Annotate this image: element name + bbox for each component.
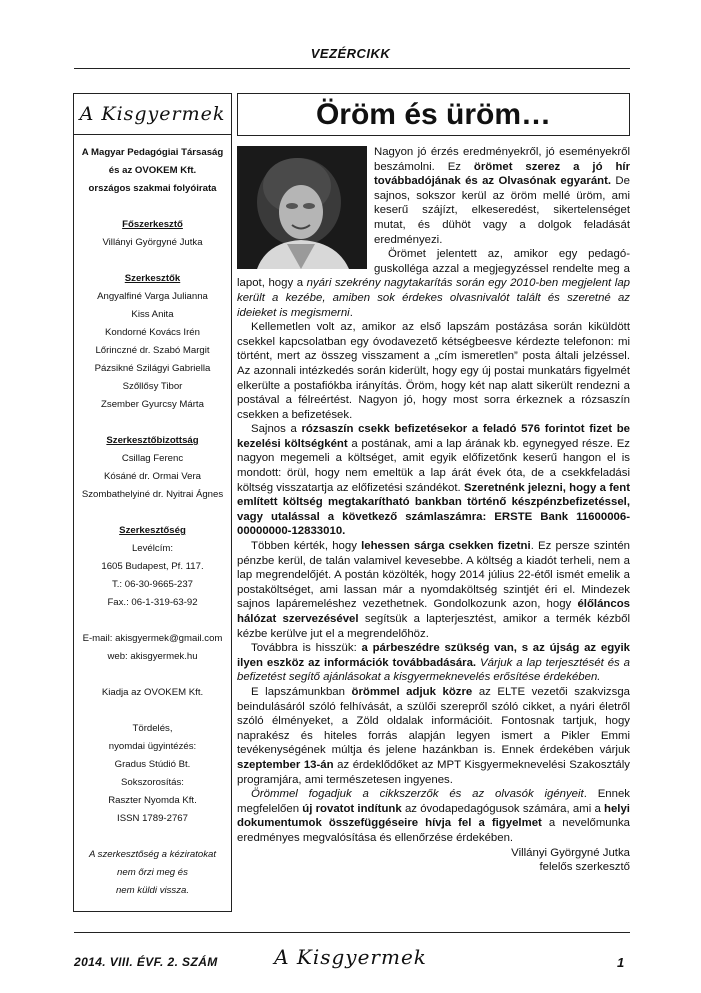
production-line: Gradus Stúdió Bt. bbox=[114, 759, 191, 770]
office-heading: Szerkesztőség bbox=[119, 525, 186, 536]
paragraph: Sajnos a rózsaszín csekk befizetésekor a feladó 576 forintot fizet be kezelési költségként a postának, ami a lap árának kb. egynegyed része. Ez nagyon megemeli a költséget, amit egyik előfizetőnk keserű hangon el is mondott: örül, hogy nem emeltük a lap árát évek óta, de a csekkfeladási költség visszatartja az előfizetési szándékot. Szeretnénk jelezni, hogy a fent említett költség megtakarítható bankban történő készpénzbefizetéssel, vagy utalással a következő számlaszámra: ERSTE Bank 11600006-00000000-12833010. bbox=[237, 423, 631, 538]
editor-in-chief-heading: Főszerkesztő bbox=[122, 219, 183, 230]
impressum-sidebar bbox=[73, 93, 232, 912]
production-line: Raszter Nyomda Kft. bbox=[108, 795, 197, 806]
editor-name: Kondorné Kovács Irén bbox=[105, 327, 200, 338]
board-member: Szombathelyiné dr. Nyitrai Ágnes bbox=[81, 489, 224, 500]
publisher-line: és az OVOKEM Kft. bbox=[108, 165, 197, 176]
editor-in-chief: Villányi Györgyné Jutka bbox=[102, 237, 203, 248]
editor-name: Szőllősy Tibor bbox=[122, 381, 183, 392]
office-line: Levélcím: bbox=[131, 543, 174, 554]
article-body bbox=[237, 145, 630, 875]
article-title: Öröm és üröm… bbox=[237, 93, 630, 136]
paragraph: Nagyon jó érzés eredményekről, jó eseményekről beszámolni. Ez örömet szerez a jó hír továbbadójának és az Olvasónak egyaránt. De sajnos, sokszor kerül az öröm mellé üröm, ami keserű szájízt, elkeseredést, sikertelenséget mutat, és dühöt vagy a dolgok feladását eredményezi. bbox=[374, 146, 631, 246]
board-member: Csillag Ferenc bbox=[121, 453, 184, 464]
publisher-line: országos szakmai folyóirata bbox=[88, 183, 217, 194]
editor-name: Pázsikné Szilágyi Gabriella bbox=[94, 363, 211, 374]
disclaimer-line: A szerkesztőség a kéziratokat bbox=[88, 849, 217, 860]
signature-name: Villányi Györgyné Jutka bbox=[511, 846, 630, 859]
footer-rule bbox=[74, 932, 630, 933]
issuer-line: Kiadja az OVOKEM Kft. bbox=[101, 687, 204, 698]
editor-name: Zsember Gyurcsy Márta bbox=[101, 399, 204, 410]
production-line: ISSN 1789-2767 bbox=[117, 813, 188, 824]
header-rule bbox=[74, 68, 630, 69]
page-number: 1 bbox=[617, 955, 625, 970]
editor-name: Lőrinczné dr. Szabó Margit bbox=[95, 345, 210, 356]
disclaimer-line: nem őrzi meg és bbox=[117, 867, 188, 878]
paragraph: E lapszámunkban örömmel adjuk közre az ELTE vezetői szakvizsga beindulásáról szóló felhívását, a szülői szerepről szóló cikket, a nyári életről szóló élményeket, a Zöld oldalak információit. Fontosnak tartjuk, hogy naprakész és hiteles forrás alapján legyen ismert a Pikler Emmi tevékenységének múltja és jelene hazánkban is. Ennek érdekében várjuk szeptember 13-án az érdeklődőket az MPT Kisgyermeknevelési Szakosztály programjára, ami természetesen ingyenes. bbox=[237, 685, 630, 786]
production-line: Tördelés, bbox=[132, 723, 173, 734]
editor-name: Angyalfiné Varga Julianna bbox=[97, 291, 208, 302]
sidebar-masthead: A Kisgyermek bbox=[74, 94, 231, 135]
section-header: VEZÉRCIKK bbox=[310, 46, 391, 61]
office-line: T.: 06-30-9665-237 bbox=[111, 579, 194, 590]
paragraph: Továbbra is hisszük: a párbeszédre szükség van, s az újság az egyik ilyen eszköz az információk továbbadására. Várjuk a lap terjesztését és a befizetést segítő ajánlásokat a kisgyermeknevelés erősítése érdekében. bbox=[237, 642, 630, 684]
paragraph: Örömmel fogadjuk a cikkszerzők és az olvasók igényeit. Ennek megfelelően új rovatot indítunk az óvodapedagógusok számára, ami a helyi dokumentumok összefüggéseire hívja fel a figyelmet a nevelőmunka eredményes megvalósítása és ellenőrzése érdekében. bbox=[237, 788, 631, 844]
email-line: E-mail: akisgyermek@gmail.com bbox=[82, 633, 223, 644]
web-line: web: akisgyermek.hu bbox=[107, 651, 198, 662]
production-line: nyomdai ügyintézés: bbox=[108, 741, 197, 752]
issue-info: 2014. VIII. ÉVF. 2. SZÁM bbox=[74, 955, 218, 969]
editor-name: Kiss Anita bbox=[131, 309, 174, 320]
office-line: 1605 Budapest, Pf. 117. bbox=[101, 561, 204, 572]
disclaimer-line: nem küldi vissza. bbox=[115, 885, 190, 896]
production-line: Sokszorosítás: bbox=[121, 777, 184, 788]
office-line: Fax.: 06-1-319-63-92 bbox=[107, 597, 198, 608]
paragraph: Kellemetlen volt az, amikor az első lapszám postázása során kiküldött csekkel kapcsolatban egy óvodavezető kétségbeesve kérdezte telefonon: mi történt, mert az összeg visszament a „cím ismeretlen” posta általi jelzéssel. Az azonnali intézkedés során kiderült, hogy egy új postai munkatárs figyelmét elkerülte a postafiókba irányítás. Öröm, hogy két nap alatt sikerült rendezni a postával a félreértést. Nagyon jó, hogy most sorra érkeznek a rózsaszín csekken a befizetések. bbox=[237, 321, 630, 421]
paragraph: Többen kérték, hogy lehessen sárga csekken fizetni. Ez persze szintén pénzbe kerül, de talán valamivel kevesebbe. A költség a kiadót terheli, nem a lap megrendelőjét. A postán közölték, hogy 2014 július 22-étől ismét emelik a postaköltséget, ami lassan már a nyomdaköltség szintjét éri el. Mindezek sajnos lapáremeléshez vezethetnek. Gondolkozunk azon, hogy élőláncos hálózat szervezésével segítsük a lapterjesztést, amikor a termék kézből kézbe kerülve jut el a megrendelőhöz. bbox=[237, 540, 631, 640]
board-heading: Szerkesztőbizottság bbox=[106, 435, 199, 446]
footer-masthead: A Kisgyermek bbox=[274, 945, 427, 969]
paragraph: Örömet jelentett az, amikor egy pedagóguskolléga azzal a megjegyzéssel rendelte meg a lapot, hogy a nyári szekrény nagytakarítás során egy 2010-ben megjelent lap került a kezébe, amiben sok érdekes olvasnivalót talált és szeretné az ideieket is megismerni. bbox=[237, 248, 630, 319]
signature-role: felelős szerkesztő bbox=[539, 861, 630, 874]
editors-heading: Szerkesztők bbox=[124, 273, 181, 284]
board-member: Kósáné dr. Ormai Vera bbox=[103, 471, 202, 482]
impressum-body bbox=[76, 144, 229, 900]
publisher-line: A Magyar Pedagógiai Társaság bbox=[81, 147, 224, 158]
